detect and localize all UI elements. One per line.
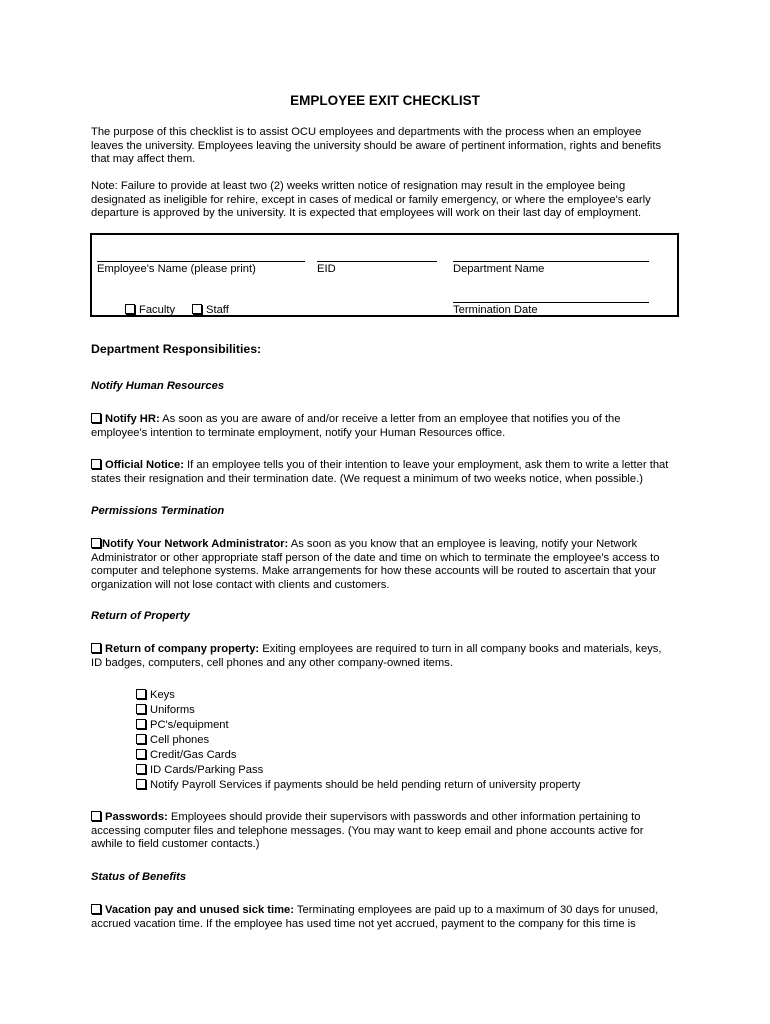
official-notice-text-line: states their resignation and their termination date. (We request a minimum of two weeks notice, when possible.) (91, 472, 643, 485)
vacation-text: Terminating employees are paid up to a maximum of 30 days for unused, (294, 904, 659, 916)
notify-hr-text: As soon as you are aware of and/or receive a letter from an employee that notifies you of the (159, 413, 621, 425)
list-item (136, 763, 580, 778)
network-admin-text-line: computer and telephone systems. Make arrangements for how these accounts will be routed to ascertain that your (91, 565, 657, 578)
network-admin-text-line: organization will not lose contact with clients and customers. (91, 578, 390, 591)
network-admin-text: As soon as you know that an employee is leaving, notify your Network (288, 538, 638, 550)
staff-checkbox[interactable] (192, 304, 202, 314)
section-heading-benefits: Status of Benefits (91, 871, 187, 883)
return-property-text-line: ID badges, computers, cell phones and any other company-owned items. (91, 656, 453, 669)
list-item-label: Notify Payroll Services if payments should be held pending return of university property (150, 779, 581, 791)
return-property-label: Return of company property: (105, 643, 260, 655)
checklist-item-network-admin (91, 538, 691, 592)
vacation-text-line: accrued vacation time. If the employee has used time not yet accrued, payment to the company for this time is (91, 917, 636, 930)
network-admin-text-line: Administrator or other appropriate staff person of the date and time on which to terminate the employee's access to (91, 551, 660, 564)
name-field-line[interactable] (97, 261, 305, 262)
notify-hr-label: Notify HR: (105, 413, 160, 425)
credit-cards-checkbox[interactable] (136, 749, 146, 759)
list-item (136, 748, 580, 763)
network-admin-checkbox[interactable] (91, 538, 101, 548)
network-admin-label: Notify Your Network Administrator: (102, 538, 289, 550)
purpose-paragraph (91, 126, 691, 167)
department-responsibilities-heading: Department Responsibilities: (91, 342, 262, 356)
department-field-line[interactable] (453, 261, 649, 262)
list-item-label: PC's/equipment (150, 719, 229, 731)
id-cards-checkbox[interactable] (136, 764, 146, 774)
list-item-label: ID Cards/Parking Pass (150, 764, 264, 776)
passwords-text-line: awhile to field customer contacts.) (91, 838, 260, 851)
department-field-label: Department Name (453, 263, 545, 275)
official-notice-checkbox[interactable] (91, 459, 101, 469)
note-line: designated as ineligible for rehire, except in cases of medical or family emergency, or where the employee's early (91, 193, 651, 206)
section-heading-permissions: Permissions Termination (91, 505, 225, 517)
checklist-item-official-notice (91, 459, 691, 486)
page-title: EMPLOYEE EXIT CHECKLIST (290, 93, 480, 108)
passwords-text: Employees should provide their supervisors with passwords and other information pertaining to (167, 811, 641, 823)
return-property-text: Exiting employees are required to turn in all company books and materials, keys, (259, 643, 662, 655)
cell-phones-checkbox[interactable] (136, 734, 146, 744)
staff-label: Staff (206, 304, 229, 316)
staff-option[interactable] (192, 304, 229, 318)
passwords-checkbox[interactable] (91, 811, 101, 821)
return-property-checkbox[interactable] (91, 643, 101, 653)
equipment-checkbox[interactable] (136, 719, 146, 729)
eid-field-line[interactable] (317, 261, 437, 262)
note-line: Note: Failure to provide at least two (2) weeks written notice of resignation may result in the employee being (91, 180, 626, 192)
note-line: departure is approved by the university. It is expected that employees will work on their last day of employment. (91, 207, 642, 220)
notify-hr-text-line: employee's intention to terminate employment, notify your Human Resources office. (91, 426, 506, 439)
termination-date-field-line[interactable] (453, 302, 649, 303)
name-field-label: Employee's Name (please print) (97, 263, 256, 275)
vacation-checkbox[interactable] (91, 904, 101, 914)
notify-hr-checkbox[interactable] (91, 413, 101, 423)
list-item-label: Credit/Gas Cards (150, 749, 237, 761)
checklist-item-return-property (91, 643, 691, 670)
faculty-label: Faculty (139, 304, 176, 316)
section-heading-notify-hr: Notify Human Resources (91, 380, 225, 392)
purpose-line: leaves the university. Employees leaving the university should be aware of pertinent information, rights and benefits (91, 139, 662, 152)
list-item-label: Cell phones (150, 734, 210, 746)
passwords-label: Passwords: (105, 811, 168, 823)
official-notice-label: Official Notice: (105, 459, 184, 471)
purpose-line: The purpose of this checklist is to assist OCU employees and departments with the process when an employee (91, 126, 642, 138)
list-item-label: Keys (150, 689, 175, 701)
keys-checkbox[interactable] (136, 689, 146, 699)
list-item (136, 688, 580, 703)
checklist-item-passwords (91, 811, 691, 852)
eid-field-label: EID (317, 263, 336, 275)
section-heading-property: Return of Property (91, 610, 190, 622)
checklist-item-vacation (91, 904, 691, 931)
list-item (136, 718, 580, 733)
faculty-option[interactable] (125, 304, 175, 318)
uniforms-checkbox[interactable] (136, 704, 146, 714)
list-item (136, 703, 580, 718)
list-item (136, 778, 580, 793)
checklist-item-notify-hr (91, 413, 691, 440)
passwords-text-line: accessing computer files and telephone messages. (You may want to keep email and phone accounts active for (91, 824, 644, 837)
employee-info-form (90, 233, 679, 317)
list-item-label: Uniforms (150, 704, 195, 716)
property-list (136, 688, 580, 793)
list-item (136, 733, 580, 748)
notify-payroll-checkbox[interactable] (136, 779, 146, 789)
purpose-line: that may affect them. (91, 153, 196, 166)
faculty-checkbox[interactable] (125, 304, 135, 314)
termination-date-label: Termination Date (453, 304, 538, 316)
note-paragraph (91, 180, 691, 221)
vacation-label: Vacation pay and unused sick time: (105, 904, 295, 916)
official-notice-text: If an employee tells you of their intention to leave your employment, ask them to write a letter that (183, 459, 669, 471)
